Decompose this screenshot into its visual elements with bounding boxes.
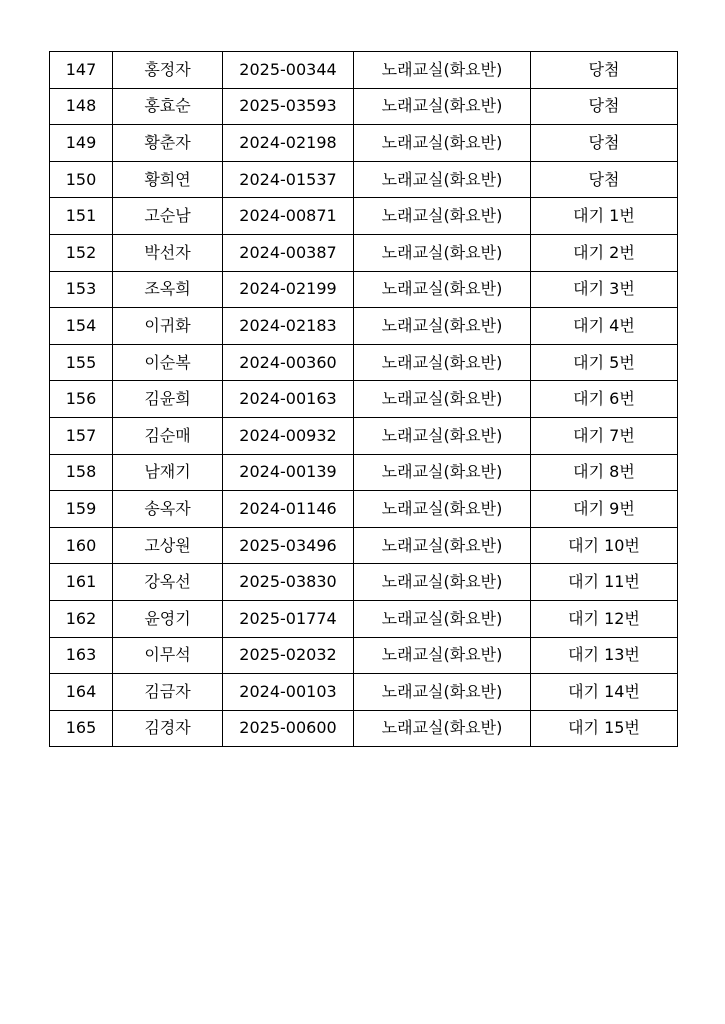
table-row [50, 234, 678, 271]
applicant-name-cell: 황희연 [113, 161, 223, 198]
table-row [50, 88, 678, 125]
class-name-cell: 노래교실(화요반) [354, 125, 531, 162]
row-number-cell: 163 [50, 637, 113, 674]
row-number-cell: 155 [50, 344, 113, 381]
class-name-cell: 노래교실(화요반) [354, 88, 531, 125]
table-body [50, 52, 678, 747]
member-id-cell: 2024-02198 [223, 125, 354, 162]
row-number-cell: 148 [50, 88, 113, 125]
table-row [50, 198, 678, 235]
lottery-result-table [49, 51, 678, 747]
member-id-cell: 2024-00139 [223, 454, 354, 491]
member-id-cell: 2024-02199 [223, 271, 354, 308]
table-row [50, 710, 678, 747]
member-id-cell: 2025-00344 [223, 52, 354, 89]
result-status-cell: 대기 10번 [531, 527, 678, 564]
class-name-cell: 노래교실(화요반) [354, 271, 531, 308]
member-id-cell: 2024-00103 [223, 674, 354, 711]
class-name-cell: 노래교실(화요반) [354, 454, 531, 491]
row-number-cell: 161 [50, 564, 113, 601]
table-row [50, 125, 678, 162]
row-number-cell: 147 [50, 52, 113, 89]
result-status-cell: 당첨 [531, 52, 678, 89]
row-number-cell: 159 [50, 491, 113, 528]
table-row [50, 344, 678, 381]
class-name-cell: 노래교실(화요반) [354, 52, 531, 89]
result-status-cell: 대기 3번 [531, 271, 678, 308]
applicant-name-cell: 김경자 [113, 710, 223, 747]
applicant-name-cell: 박선자 [113, 234, 223, 271]
applicant-name-cell: 이무석 [113, 637, 223, 674]
member-id-cell: 2025-00600 [223, 710, 354, 747]
class-name-cell: 노래교실(화요반) [354, 381, 531, 418]
applicant-name-cell: 김금자 [113, 674, 223, 711]
member-id-cell: 2024-02183 [223, 308, 354, 345]
table-row [50, 454, 678, 491]
applicant-name-cell: 이귀화 [113, 308, 223, 345]
applicant-name-cell: 황춘자 [113, 125, 223, 162]
member-id-cell: 2024-00871 [223, 198, 354, 235]
applicant-name-cell: 김순매 [113, 417, 223, 454]
class-name-cell: 노래교실(화요반) [354, 161, 531, 198]
row-number-cell: 151 [50, 198, 113, 235]
row-number-cell: 153 [50, 271, 113, 308]
applicant-name-cell: 고상원 [113, 527, 223, 564]
result-status-cell: 대기 1번 [531, 198, 678, 235]
table-row [50, 161, 678, 198]
result-status-cell: 대기 9번 [531, 491, 678, 528]
result-status-cell: 대기 15번 [531, 710, 678, 747]
member-id-cell: 2024-00360 [223, 344, 354, 381]
result-status-cell: 당첨 [531, 125, 678, 162]
class-name-cell: 노래교실(화요반) [354, 344, 531, 381]
row-number-cell: 149 [50, 125, 113, 162]
applicant-name-cell: 강옥선 [113, 564, 223, 601]
result-status-cell: 대기 8번 [531, 454, 678, 491]
result-status-cell: 대기 13번 [531, 637, 678, 674]
table-row [50, 491, 678, 528]
member-id-cell: 2024-00932 [223, 417, 354, 454]
class-name-cell: 노래교실(화요반) [354, 234, 531, 271]
member-id-cell: 2024-01146 [223, 491, 354, 528]
table-row [50, 308, 678, 345]
row-number-cell: 164 [50, 674, 113, 711]
applicant-name-cell: 송옥자 [113, 491, 223, 528]
result-status-cell: 대기 11번 [531, 564, 678, 601]
member-id-cell: 2025-01774 [223, 600, 354, 637]
class-name-cell: 노래교실(화요반) [354, 198, 531, 235]
member-id-cell: 2024-01537 [223, 161, 354, 198]
member-id-cell: 2025-02032 [223, 637, 354, 674]
applicant-name-cell: 김윤희 [113, 381, 223, 418]
applicant-name-cell: 홍효순 [113, 88, 223, 125]
row-number-cell: 158 [50, 454, 113, 491]
member-id-cell: 2025-03830 [223, 564, 354, 601]
applicant-name-cell: 고순남 [113, 198, 223, 235]
member-id-cell: 2024-00387 [223, 234, 354, 271]
result-status-cell: 대기 7번 [531, 417, 678, 454]
result-status-cell: 당첨 [531, 161, 678, 198]
class-name-cell: 노래교실(화요반) [354, 491, 531, 528]
class-name-cell: 노래교실(화요반) [354, 674, 531, 711]
class-name-cell: 노래교실(화요반) [354, 527, 531, 564]
row-number-cell: 154 [50, 308, 113, 345]
member-id-cell: 2024-00163 [223, 381, 354, 418]
table-row [50, 381, 678, 418]
table-row [50, 637, 678, 674]
class-name-cell: 노래교실(화요반) [354, 710, 531, 747]
result-status-cell: 대기 2번 [531, 234, 678, 271]
class-name-cell: 노래교실(화요반) [354, 417, 531, 454]
table-row [50, 674, 678, 711]
applicant-name-cell: 이순복 [113, 344, 223, 381]
member-id-cell: 2025-03593 [223, 88, 354, 125]
row-number-cell: 162 [50, 600, 113, 637]
table-row [50, 600, 678, 637]
row-number-cell: 156 [50, 381, 113, 418]
class-name-cell: 노래교실(화요반) [354, 564, 531, 601]
row-number-cell: 152 [50, 234, 113, 271]
class-name-cell: 노래교실(화요반) [354, 600, 531, 637]
member-id-cell: 2025-03496 [223, 527, 354, 564]
result-status-cell: 대기 4번 [531, 308, 678, 345]
table-row [50, 52, 678, 89]
class-name-cell: 노래교실(화요반) [354, 637, 531, 674]
result-status-cell: 대기 6번 [531, 381, 678, 418]
table-row [50, 564, 678, 601]
result-status-cell: 당첨 [531, 88, 678, 125]
row-number-cell: 160 [50, 527, 113, 564]
result-status-cell: 대기 12번 [531, 600, 678, 637]
table-row [50, 271, 678, 308]
table-row [50, 417, 678, 454]
applicant-name-cell: 홍정자 [113, 52, 223, 89]
row-number-cell: 157 [50, 417, 113, 454]
result-status-cell: 대기 5번 [531, 344, 678, 381]
applicant-name-cell: 남재기 [113, 454, 223, 491]
applicant-name-cell: 조옥희 [113, 271, 223, 308]
class-name-cell: 노래교실(화요반) [354, 308, 531, 345]
table-row [50, 527, 678, 564]
result-status-cell: 대기 14번 [531, 674, 678, 711]
applicant-name-cell: 윤영기 [113, 600, 223, 637]
row-number-cell: 150 [50, 161, 113, 198]
row-number-cell: 165 [50, 710, 113, 747]
